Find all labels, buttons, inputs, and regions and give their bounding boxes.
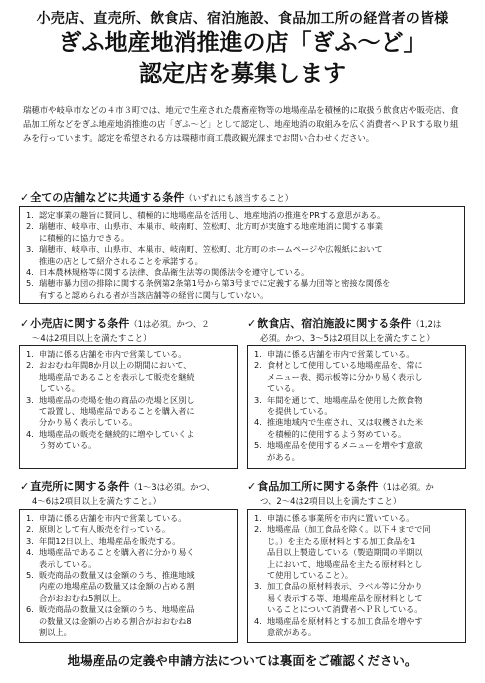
processing-conditions-title: 食品加工所に関する条件	[257, 480, 379, 493]
condition-text: 年間12日以上、地場産品を販売する。	[39, 535, 181, 546]
condition-text: 原則として有人販売を行っている。	[39, 524, 171, 535]
condition-text: 販売商品の数量又は金額のうち、推進地域 内産の地場産品の数量又は金額の占める割 合がおおむね5割以上。	[39, 570, 195, 603]
condition-item	[26, 395, 233, 429]
condition-number: 6.	[26, 604, 34, 615]
condition-item	[26, 360, 233, 394]
condition-number: 1.	[26, 513, 34, 523]
condition-item	[26, 267, 460, 278]
checkmark-icon: ✓	[247, 480, 257, 493]
common-conditions-title: 全ての店舗などに共通する条件	[30, 191, 185, 204]
condition-item	[254, 616, 461, 639]
restaurant-conditions-heading	[247, 317, 441, 331]
condition-text: 瑞穂市暴力団の排除に関する条例第2条第1号から第3号までに定義する暴力団等と密接な関係を 有すると認められる者が当該店舗等の経営に関与していない。	[39, 278, 391, 300]
condition-item	[26, 221, 460, 244]
condition-item	[254, 524, 461, 581]
processing-conditions-sub: つ、2～4は2項目以上を満たすこと）	[260, 496, 402, 506]
condition-item	[26, 524, 233, 535]
processing-conditions-note: （1は必須。か	[378, 482, 434, 492]
condition-item	[254, 581, 461, 615]
condition-number: 1.	[26, 349, 34, 359]
condition-number: 3.	[254, 394, 262, 405]
retail-conditions-title: 小売店に関する条件	[30, 317, 130, 330]
condition-number: 1.	[26, 210, 34, 220]
condition-number: 4.	[254, 417, 262, 428]
condition-item	[254, 360, 461, 394]
audience-line: 小売店、直売所、飲食店、宿泊施設、食品加工所の経営者の皆様	[36, 11, 449, 27]
condition-text: 地場産品を原材料とする加工食品を増やす 意欲がある。	[267, 615, 423, 638]
condition-text: おおむね年間8か月以上の期間において、 地場産品であることを表示して販売を継続 している。	[39, 360, 195, 394]
condition-text: 推進地域内で生産され、又は収穫された米 を積極的に使用するよう努めている。	[267, 417, 424, 439]
condition-text: 申請に係る店舗を市内で営業している。	[39, 349, 187, 359]
retail-conditions-heading	[20, 317, 210, 331]
direct-sales-conditions-box	[19, 509, 238, 643]
condition-text: 申請に係る店舗を市内で営業している。	[39, 513, 187, 523]
retail-conditions-box	[19, 345, 238, 469]
common-conditions-box	[19, 206, 465, 304]
condition-item	[254, 395, 461, 418]
retail-conditions-sub: ～4は2項目以上を満たすこと）	[32, 333, 152, 343]
condition-number: 4.	[254, 615, 262, 626]
condition-number: 5.	[26, 570, 34, 581]
condition-number: 1.	[254, 513, 262, 523]
condition-text: 地場産品（加工食品を除く。以下４までで同 じ。）を主たる原材料とする加工食品を1 品目以上製造している（製造期間の半期以 上において、地場産品を主たる原材料とし て使用していること）。	[267, 524, 431, 581]
processing-conditions-heading	[247, 480, 434, 494]
checkmark-icon: ✓	[20, 480, 30, 493]
restaurant-conditions-note: （1,2は	[411, 319, 442, 329]
condition-number: 2.	[26, 360, 34, 371]
condition-item	[26, 349, 233, 360]
condition-number: 2.	[254, 360, 262, 371]
condition-number: 2.	[26, 524, 34, 535]
condition-text: 地場産品の販売を継続的に増やしていくよ う努めている。	[39, 428, 195, 451]
condition-item	[26, 604, 233, 638]
condition-item	[26, 547, 233, 570]
restaurant-conditions-sub: 必須。かつ、3～5は2項目以上を満たすこと）	[260, 333, 435, 343]
direct-sales-conditions-sub: 4～6は2項目以上を満たすこと。）	[32, 496, 162, 506]
condition-item	[26, 210, 460, 221]
condition-text: 瑞穂市、岐阜市、山県市、本巣市、岐南町、笠松町、北方町のホームページや広報紙において 推進の店として紹介されることを承諾する。	[39, 244, 383, 266]
condition-item	[254, 417, 461, 440]
condition-text: 認定事業の趣旨に賛同し、積極的に地場産品を活用し、地産地消の推進をPRする意思がある。	[39, 210, 386, 220]
common-conditions-heading	[20, 191, 293, 205]
condition-item	[26, 429, 233, 452]
checkmark-icon: ✓	[20, 317, 30, 330]
condition-text: 食材として使用している地場産品を、常に メニュー表、掲示板等に分かり易く表示し ている。	[267, 360, 423, 394]
processing-conditions-box	[247, 509, 466, 643]
condition-text: 申請に係る事業所を市内に置いている。	[267, 513, 415, 523]
condition-number: 2.	[254, 524, 262, 535]
checkmark-icon: ✓	[20, 191, 30, 204]
direct-sales-conditions-title: 直売所に関する条件	[30, 480, 130, 493]
condition-number: 5.	[26, 278, 34, 289]
condition-number: 3.	[254, 581, 262, 592]
condition-text: 日本農林規格等に関する法律、食品衛生法等の関係法令を遵守している。	[39, 267, 310, 278]
condition-number: 4.	[26, 547, 34, 558]
common-conditions-note: （いずれにも該当すること）	[184, 193, 294, 203]
condition-item	[26, 278, 460, 301]
condition-text: 地場産品であることを購入者に分かり易く 表示している。	[39, 547, 195, 569]
condition-text: 地場産品の売場を他の商品の売場と区別し て設置し、地場産品であることを購入者に 分かり易く表示している。	[39, 394, 195, 428]
condition-text: 加工食品の原材料表示、ラベル等に分かり 易く表示する等、地場産品を原材料として いることについて消費者へＰＲしている。	[267, 581, 423, 615]
intro-paragraph: 瑞穂市や岐阜市などの４市３町では、地元で生産された農畜産物等の地場産品を積極的に取扱う飲食店や販売店、食品加工所などをぎふ地産地消推進の店「ぎふ～ど」として認定し、地産地消の取組みを広く消費者へＰＲする取り組みを行っています。認定を希望される方は瑞穂市商工農政観光課までお問い合わせください。	[23, 105, 459, 143]
condition-item	[254, 440, 461, 463]
main-title: ぎふ地産地消推進の店「ぎふ～ど」	[58, 30, 427, 56]
condition-text: 瑞穂市、岐阜市、山県市、本巣市、岐南町、笠松町、北方町が実施する地産地消に関する事業 に積極的に協力できる。	[39, 221, 383, 243]
condition-number: 1.	[254, 349, 262, 359]
condition-item	[26, 570, 233, 604]
condition-item	[254, 349, 461, 360]
condition-number: 4.	[26, 428, 34, 439]
condition-text: 地場産品を使用するメニューを増やす意欲 がある。	[267, 440, 423, 462]
condition-number: 5.	[254, 440, 262, 451]
condition-number: 3.	[26, 535, 34, 546]
retail-conditions-note: （1は必須。かつ、２	[129, 319, 210, 329]
condition-text: 年間を通じて、地場産品を使用した飲食物 を提供している。	[267, 394, 423, 417]
condition-item	[26, 513, 233, 524]
condition-item	[26, 536, 233, 547]
direct-sales-conditions-note: （1～3は必須。かつ、	[129, 482, 215, 492]
checkmark-icon: ✓	[247, 317, 257, 330]
condition-text: 販売商品の数量又は金額のうち、地場産品 の数量又は金額の占める割合がおおむね8 割以上。	[39, 604, 195, 638]
condition-number: 4.	[26, 267, 34, 278]
condition-number: 3.	[26, 244, 34, 255]
footer-note: 地場産品の定義や申請方法については裏面をご確認ください。	[67, 653, 418, 668]
condition-number: 3.	[26, 394, 34, 405]
condition-item	[254, 513, 461, 524]
condition-number: 2.	[26, 221, 34, 232]
condition-text: 申請に係る店舗を市内で営業している。	[267, 349, 415, 359]
restaurant-conditions-title: 飲食店、宿泊施設に関する条件	[257, 317, 412, 330]
restaurant-conditions-box	[247, 345, 466, 469]
direct-sales-conditions-heading	[20, 480, 215, 494]
main-subtitle: 認定店を募集します	[139, 61, 346, 87]
condition-item	[26, 244, 460, 267]
